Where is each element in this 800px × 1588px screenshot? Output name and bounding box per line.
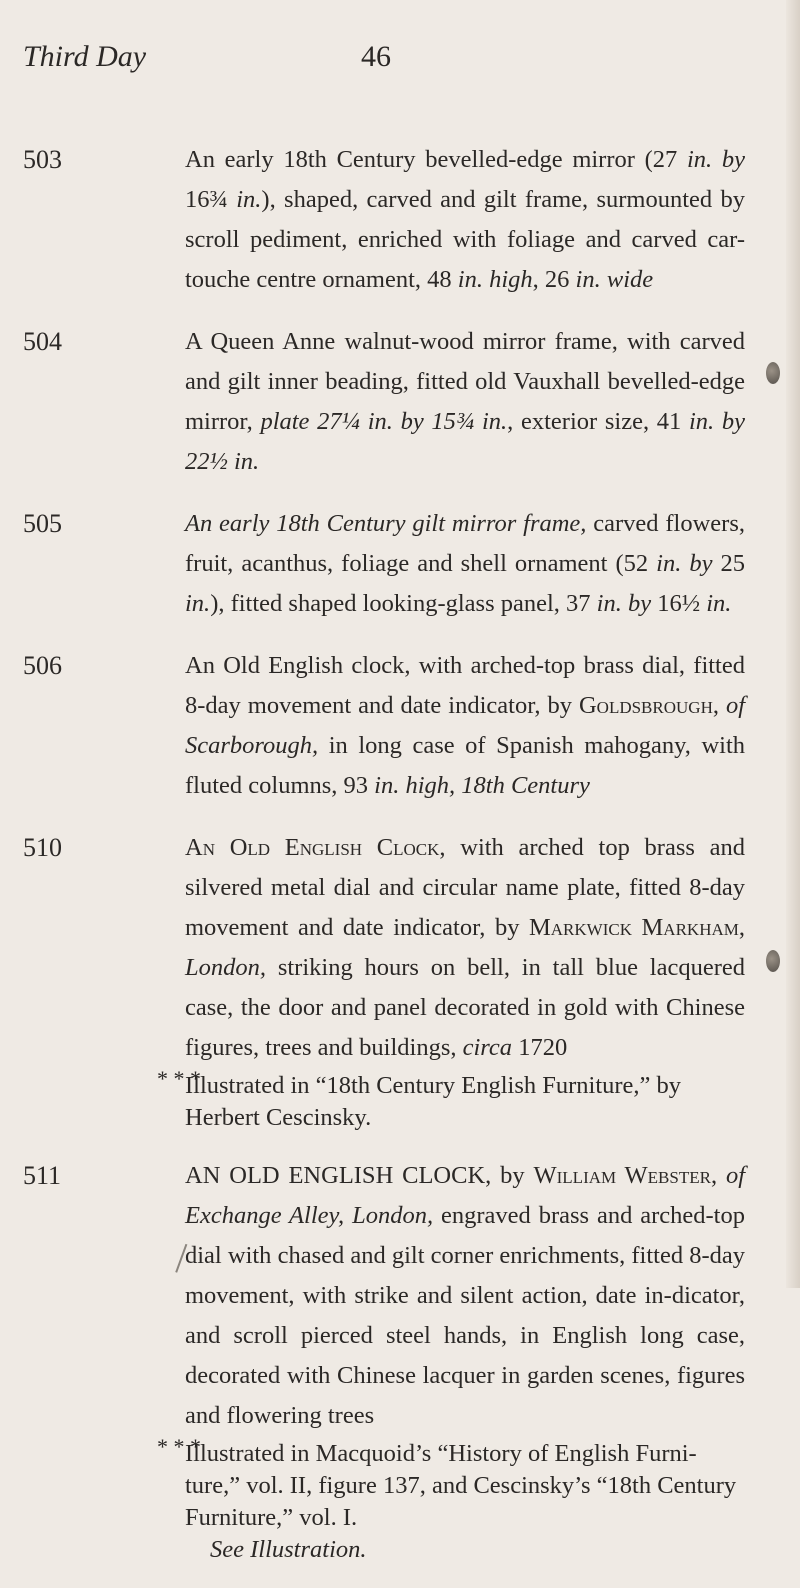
lot-number: 504 <box>23 327 62 356</box>
lot-number: 505 <box>23 509 62 538</box>
ink-smudge <box>766 950 780 972</box>
lot-number: 506 <box>23 651 62 680</box>
ink-smudge <box>766 362 780 384</box>
running-head: Third Day <box>23 40 147 73</box>
catalogue-entry <box>0 828 800 1134</box>
catalogue-entry <box>0 1156 800 1566</box>
asterism: * * * <box>157 1066 201 1091</box>
catalogue-entries <box>0 140 800 1588</box>
note-text: Illustrated in Macquoid’s “History of English Furni-ture,” vol. II, figure 137, and Cescinsky’s “18th Century Furniture,” vol. I. <box>185 1440 737 1531</box>
asterism: * * * <box>157 1434 201 1459</box>
illustration-note <box>157 1066 745 1134</box>
lot-description: An Old English Clock, with arched top brass and silvered metal dial and circular name plate, fitted 8-day movement and date indicator, by Markwick Markham, London, striking hours on bell, in tall blue lacquered case, the door and panel decorated in gold with Chinese figures, trees and buildings, circa 1720 <box>185 834 745 1061</box>
lot-description: An early 18th Century bevelled-edge mirror (27 in. by 16¾ in.), shaped, carved and gilt frame, surmounted by scroll pediment, enriched with foliage and carved car-touche centre ornament, 48 in. high, 26 in. wide <box>185 146 745 293</box>
lot-description: A Queen Anne walnut-wood mirror frame, with carved and gilt inner beading, fitted old Vauxhall bevelled-edge mirror, plate 27¼ in. by 15¾ in., exterior size, 41 in. by 22½ in. <box>185 328 746 475</box>
catalogue-entry <box>0 504 800 624</box>
lot-number: 503 <box>23 145 62 174</box>
illustration-note <box>157 1434 745 1534</box>
lot-number: 510 <box>23 833 62 862</box>
catalogue-entry <box>0 322 800 482</box>
catalogue-entry <box>0 140 800 300</box>
note-text: Illustrated in “18th Century English Furniture,” by Herbert Cescinsky. <box>185 1072 682 1131</box>
lot-description: An Old English clock, with arched-top brass dial, fitted 8-day movement and date indicator, by Goldsbrough, of Scarborough, in long case of Spanish mahogany, with fluted columns, 93 in. high, 18th Century <box>185 652 746 799</box>
catalogue-entry <box>0 646 800 806</box>
see-illustration: See Illustration. <box>210 1536 367 1563</box>
lot-number: 511 <box>23 1161 62 1190</box>
page-header <box>23 40 760 80</box>
lot-description: An early 18th Century gilt mirror frame, carved flowers, fruit, acanthus, foliage and shell ornament (52 in. by 25 in.), fitted shaped looking-glass panel, 37 in. by 16½ in. <box>185 510 745 617</box>
lot-description: AN OLD ENGLISH CLOCK, by William Webster, of Exchange Alley, London, engraved brass and arched-top dial with chased and gilt corner enrichments, fitted 8-day movement, with strike and silent action, date in-dicator, and scroll pierced steel hands, in English long case, decorated with Chinese lacquer in garden scenes, figures and flowering trees <box>185 1162 746 1429</box>
page-number: 46 <box>361 40 391 73</box>
